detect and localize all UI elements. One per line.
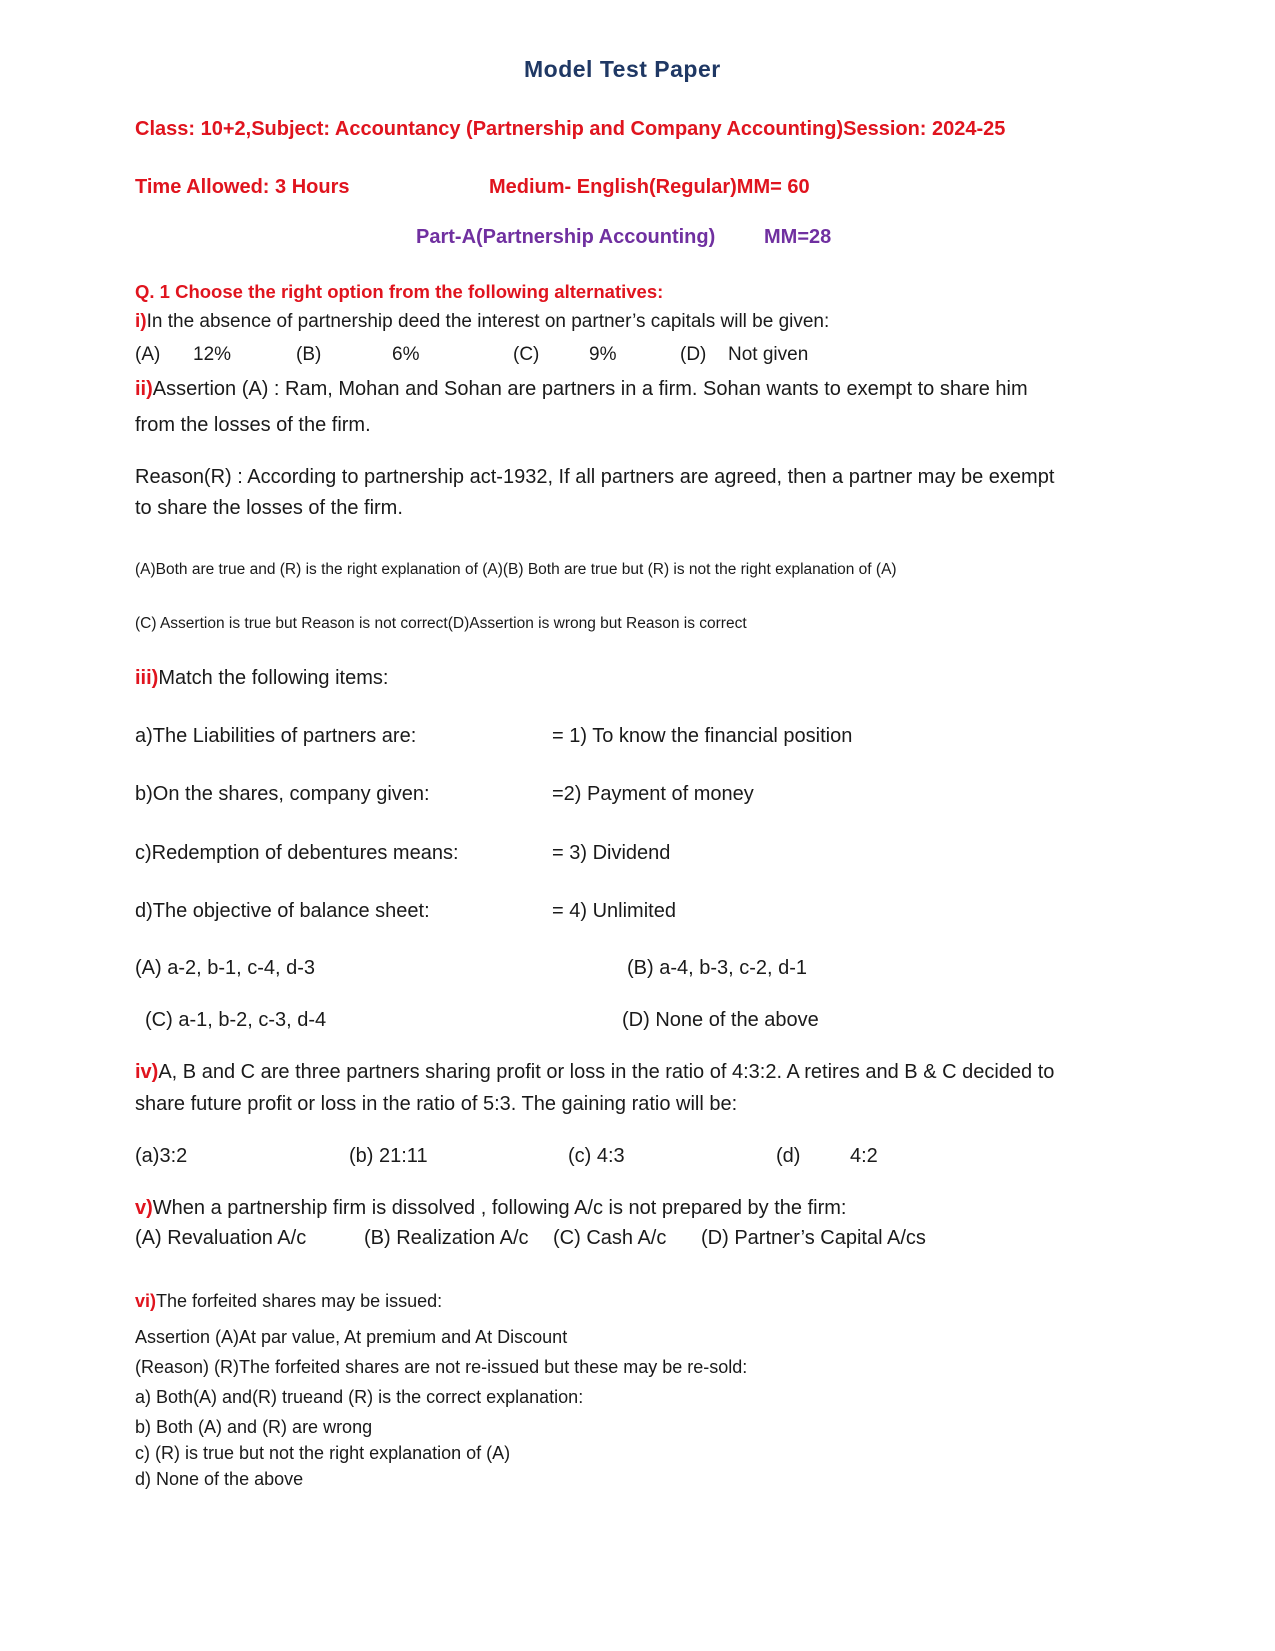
options-ab: (A)Both are true and (R) is the right explanation of (A)(B) Both are true but (R) is not the right explanation of (A) bbox=[135, 561, 897, 578]
match-right-item: =2) Payment of money bbox=[552, 783, 754, 805]
match-left-item: d)The objective of balance sheet: bbox=[135, 900, 430, 922]
option-label: (A) bbox=[135, 344, 161, 365]
match-option-c: (C) a-1, b-2, c-3, d-4 bbox=[145, 1009, 327, 1031]
question-number: ii) bbox=[135, 378, 153, 400]
question-vi bbox=[135, 1291, 442, 1312]
match-left-item: b)On the shares, company given: bbox=[135, 783, 430, 805]
option-label: (C) bbox=[513, 344, 540, 365]
question-i bbox=[135, 311, 829, 333]
match-right-item: = 1) To know the financial position bbox=[552, 725, 853, 747]
question-text: A, B and C are three partners sharing profit or loss in the ratio of 4:3:2. A retires and B & C decided to bbox=[158, 1061, 1055, 1083]
part-a-marks: MM=28 bbox=[764, 226, 832, 248]
q1-heading: Q. 1 Choose the right option from the following alternatives: bbox=[135, 281, 664, 302]
assertion-text-cont: from the losses of the firm. bbox=[135, 414, 371, 436]
option: (b) 21:11 bbox=[349, 1145, 428, 1167]
match-left-item: a)The Liabilities of partners are: bbox=[135, 725, 417, 747]
option-label: (D) bbox=[680, 344, 707, 365]
match-option-a: (A) a-2, b-1, c-4, d-3 bbox=[135, 957, 316, 979]
option: (B) Realization A/c bbox=[364, 1227, 529, 1249]
match-option-d: (D) None of the above bbox=[622, 1009, 819, 1031]
option: b) Both (A) and (R) are wrong bbox=[135, 1417, 373, 1437]
option: (A) Revaluation A/c bbox=[135, 1227, 307, 1249]
option: (d) bbox=[776, 1145, 801, 1167]
question-text: Match the following items: bbox=[158, 667, 389, 689]
option: d) None of the above bbox=[135, 1469, 304, 1489]
option: (a)3:2 bbox=[135, 1145, 188, 1167]
assertion-text: Assertion (A) : Ram, Mohan and Sohan are partners in a firm. Sohan wants to exempt to share him bbox=[152, 378, 1028, 400]
question-text: In the absence of partnership deed the interest on partner’s capitals will be given: bbox=[146, 311, 830, 332]
match-right-item: = 3) Dividend bbox=[552, 842, 671, 864]
question-number: v) bbox=[135, 1197, 153, 1219]
match-option-b: (B) a-4, b-3, c-2, d-1 bbox=[627, 957, 808, 979]
reason-text-cont: to share the losses of the firm. bbox=[135, 497, 403, 519]
option-label: (B) bbox=[296, 344, 322, 365]
match-left-item: c)Redemption of debentures means: bbox=[135, 842, 459, 864]
time-allowed: Time Allowed: 3 Hours bbox=[135, 176, 350, 198]
option: (D) Partner’s Capital A/cs bbox=[701, 1227, 926, 1249]
question-text-cont: share future profit or loss in the ratio of 5:3. The gaining ratio will be: bbox=[135, 1093, 738, 1115]
assertion-text: Assertion (A)At par value, At premium and At Discount bbox=[135, 1327, 568, 1347]
option-value: 4:2 bbox=[850, 1145, 878, 1167]
question-text: The forfeited shares may be issued: bbox=[156, 1291, 443, 1311]
medium-marks: Medium- English(Regular)MM= 60 bbox=[489, 176, 810, 198]
option: (C) Cash A/c bbox=[553, 1227, 667, 1249]
match-right-item: = 4) Unlimited bbox=[552, 900, 676, 922]
page-title: Model Test Paper bbox=[524, 56, 721, 82]
option: c) (R) is true but not the right explanation of (A) bbox=[135, 1443, 511, 1463]
question-number: i) bbox=[135, 311, 147, 332]
option-value: 6% bbox=[392, 344, 420, 365]
reason-text: Reason(R) : According to partnership act-1932, If all partners are agreed, then a partner may be exempt bbox=[135, 466, 1055, 488]
question-number: iv) bbox=[135, 1061, 159, 1083]
question-number: iii) bbox=[135, 667, 159, 689]
class-subject-line: Class: 10+2,Subject: Accountancy (Partnership and Company Accounting)Session: 2024-25 bbox=[135, 118, 1006, 140]
options-cd: (C) Assertion is true but Reason is not correct(D)Assertion is wrong but Reason is correct bbox=[135, 615, 747, 632]
option-value: 12% bbox=[193, 344, 232, 365]
question-v bbox=[135, 1197, 846, 1220]
question-number: vi) bbox=[135, 1291, 157, 1311]
reason-text: (Reason) (R)The forfeited shares are not re-issued but these may be re-sold: bbox=[135, 1357, 748, 1377]
question-iii bbox=[135, 667, 388, 690]
question-iv bbox=[135, 1061, 1054, 1084]
option-value: Not given bbox=[728, 344, 809, 365]
option: a) Both(A) and(R) trueand (R) is the correct explanation: bbox=[135, 1387, 584, 1407]
question-ii bbox=[135, 378, 1028, 401]
option: (c) 4:3 bbox=[568, 1145, 625, 1167]
question-text: When a partnership firm is dissolved , following A/c is not prepared by the firm: bbox=[152, 1197, 847, 1219]
part-a-heading: Part-A(Partnership Accounting) bbox=[416, 226, 716, 248]
option-value: 9% bbox=[589, 344, 617, 365]
